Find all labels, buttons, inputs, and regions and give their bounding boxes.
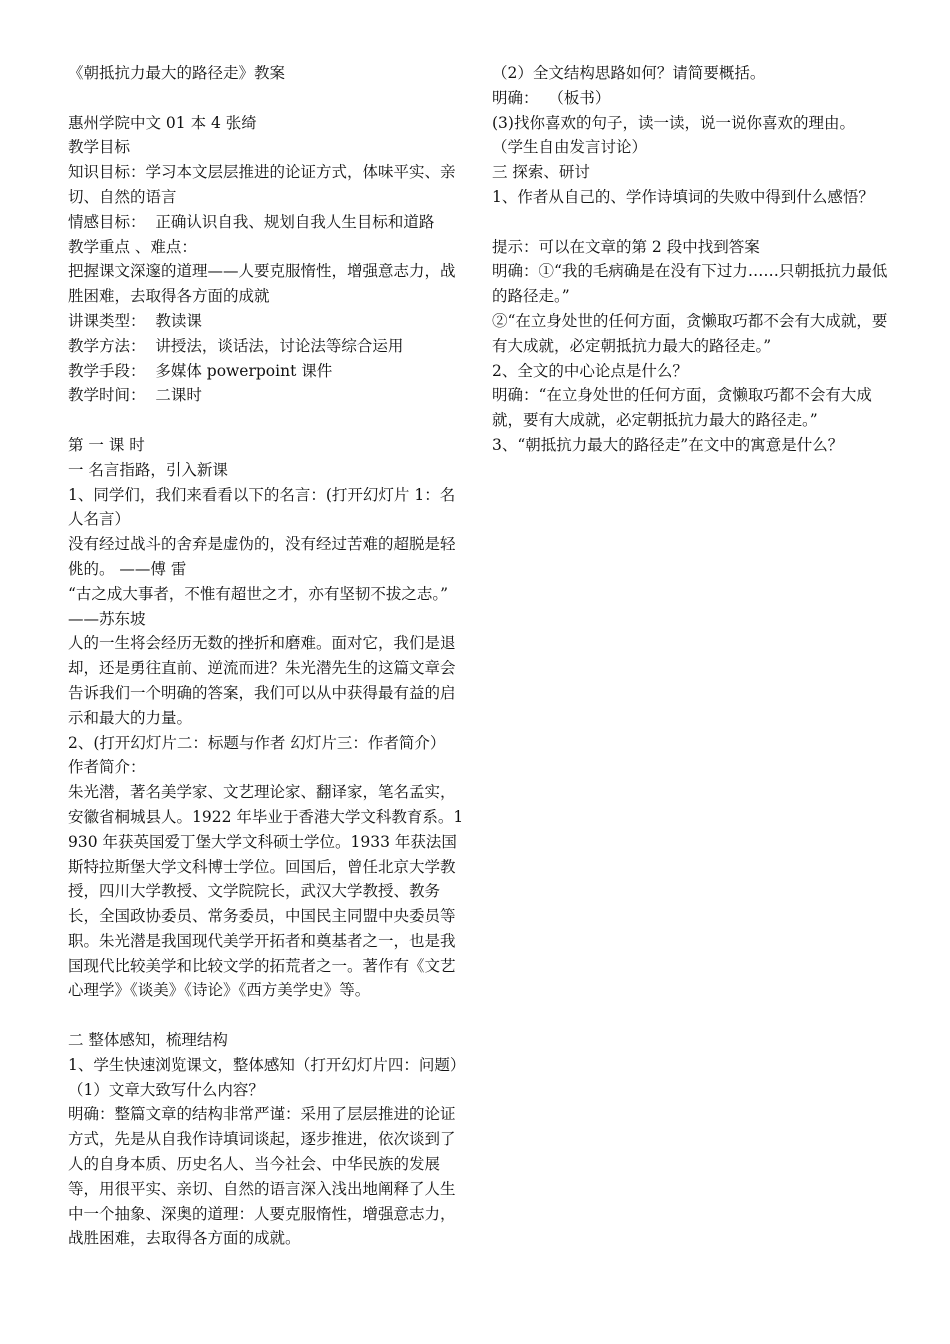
author-line: 惠州学院中文 01 本 4 张绮 bbox=[68, 113, 257, 132]
skim-instruction: 1、学生快速浏览课文，整体感知（打开幻灯片四：问题） bbox=[68, 1055, 466, 1074]
section-two-heading: 二 整体感知，梳理结构 bbox=[68, 1031, 228, 1050]
slide-two-instruction: 2、(打开幻灯片二：标题与作者 幻灯片三：作者简介） bbox=[68, 733, 446, 752]
explore-answer-one-b: ②“在立身处世的任何方面，贪懒取巧都不会有大成就，要有大成就，必定朝抵抗力最大的路径走。” bbox=[492, 311, 888, 355]
section-heading-objectives: 教学目标 bbox=[68, 138, 131, 157]
lesson-type: 讲课类型： 教读课 bbox=[68, 311, 202, 330]
right-column bbox=[492, 61, 897, 458]
explore-answer-one-a: 明确：①“我的毛病确是在没有下过力……只朝抵抗力最低的路径走。” bbox=[492, 262, 888, 306]
question-one: （1）文章大致写什么内容？ bbox=[68, 1080, 264, 1099]
author-bio-heading: 作者简介： bbox=[68, 758, 146, 777]
discussion-note: （学生自由发言讨论） bbox=[492, 138, 648, 157]
explore-answer-two: 明确：“在立身处世的任何方面，贪懒取巧都不会有大成就，要有大成就，必定朝抵抗力最大的路径走。” bbox=[492, 386, 872, 430]
section-one-heading: 一 名言指路，引入新课 bbox=[68, 460, 228, 479]
key-points-heading: 教学重点 、难点： bbox=[68, 237, 197, 256]
teaching-tools: 教学手段： 多媒体 powerpoint 课件 bbox=[68, 361, 333, 380]
explore-question-one: 1、作者从自己的、学作诗填词的失败中得到什么感悟？ bbox=[492, 187, 874, 206]
teaching-time: 教学时间： 二课时 bbox=[68, 386, 202, 405]
blank-line bbox=[492, 210, 897, 235]
document-title: 《朝抵抗力最大的路径走》教案 bbox=[68, 64, 286, 82]
blank-line bbox=[68, 1003, 470, 1028]
emotional-objective: 情感目标： 正确认识自我、规划自我人生目标和道路 bbox=[68, 212, 435, 231]
blank-line bbox=[68, 408, 470, 433]
answer-one: 明确：整篇文章的结构非常严谨：采用了层层推进的论证方式，先是从自我作诗填词谈起，逐步推进，依次谈到了人的自身本质、历史名人、当今社会、中华民族的发展等，用很平实、亲切、自然的语言深入浅出地阐释了人生中一个抽象、深奥的道理：人要克服惰性，增强意志力，战胜困难，去取得各方面的成就。 bbox=[68, 1105, 456, 1248]
explore-question-three: 3、“朝抵抗力最大的路径走”在文中的寓意是什么？ bbox=[492, 435, 844, 454]
explore-question-two: 2、全文的中心论点是什么？ bbox=[492, 361, 688, 380]
lesson-one-heading: 第 一 课 时 bbox=[68, 435, 145, 454]
intro-paragraph: 人的一生将会经历无数的挫折和磨难。面对它，我们是退却，还是勇往直前、逆流而进？朱光潜先生的这篇文章会告诉我们一个明确的答案，我们可以从中获得最有益的启示和最大的力量。 bbox=[68, 634, 456, 727]
quote-su-dongpo: “古之成大事者，不惟有超世之才，亦有坚韧不拔之志。” ——苏东坡 bbox=[68, 584, 458, 628]
quotes-intro: 1、同学们，我们来看看以下的名言：(打开幻灯片 1：名人名言） bbox=[68, 485, 456, 529]
left-column bbox=[68, 61, 470, 1251]
knowledge-objective: 知识目标：学习本文层层推进的论证方式，体味平实、亲切、自然的语言 bbox=[68, 163, 456, 206]
author-bio-text: 朱光潜，著名美学家、文艺理论家、翻译家，笔名孟实，安徽省桐城县人。1922 年毕业于香港大学文科教育系。1930 年获英国爱丁堡大学文科硕士学位。1933 年获法国斯特拉斯堡大学文科博士学位。回国后，曾任北京大学教授，四川大学教授、文学院院长，武汉大学教授、教务长，全国政协委员、常务委员，中国民主同盟中央委员等职。朱光潜是我国现代美学开拓者和奠基者之一，也是我国现代比较美学和比较文学的拓荒者之一。著作有《文艺心理学》《谈美》《诗论》《西方美学史》等。 bbox=[68, 783, 464, 1000]
key-points-text: 把握课文深邃的道理——人要克服惰性，增强意志力，战胜困难，去取得各方面的成就 bbox=[68, 262, 456, 306]
quote-fu-lei: 没有经过战斗的舍弃是虚伪的，没有经过苦难的超脱是轻佻的。 ——傅 雷 bbox=[68, 535, 456, 578]
section-three-heading: 三 探索、研讨 bbox=[492, 163, 590, 182]
question-three: (3)找你喜欢的句子，读一读，说一说你喜欢的理由。 bbox=[492, 113, 855, 132]
answer-two: 明确： （板书） bbox=[492, 88, 611, 107]
teaching-methods: 教学方法： 讲授法，谈话法，讨论法等综合运用 bbox=[68, 336, 404, 355]
hint-text: 提示：可以在文章的第 2 段中找到答案 bbox=[492, 237, 760, 256]
blank-line bbox=[68, 86, 470, 111]
question-two: （2）全文结构思路如何？请简要概括。 bbox=[492, 64, 766, 82]
